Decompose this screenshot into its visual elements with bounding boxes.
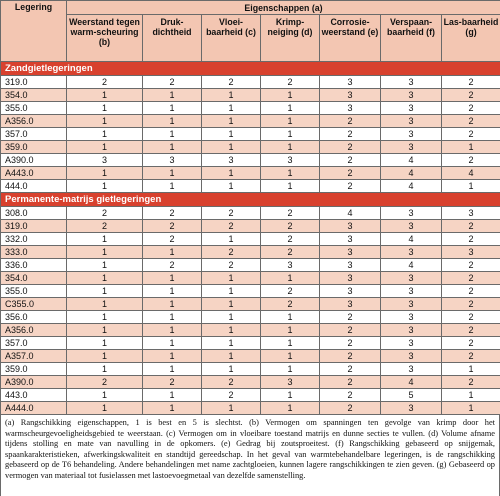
rating-cell: 4: [381, 233, 442, 246]
rating-cell: 2: [202, 259, 261, 272]
alloy-cell: 354.0: [1, 272, 67, 285]
rating-cell: 2: [442, 89, 500, 102]
rating-cell: 1: [202, 115, 261, 128]
rating-cell: 1: [143, 285, 202, 298]
rating-cell: 3: [320, 272, 381, 285]
rating-cell: 2: [320, 389, 381, 402]
rating-cell: 1: [261, 363, 320, 376]
table-row: [1, 389, 500, 402]
table-row: [1, 128, 500, 141]
rating-cell: 1: [67, 246, 143, 259]
rating-cell: 2: [320, 363, 381, 376]
rating-cell: 1: [143, 324, 202, 337]
rating-cell: 1: [442, 402, 500, 415]
rating-cell: 2: [202, 76, 261, 89]
rating-cell: 2: [67, 220, 143, 233]
rating-cell: 2: [261, 285, 320, 298]
rating-cell: 2: [143, 259, 202, 272]
table-row: [1, 154, 500, 167]
rating-cell: 1: [261, 324, 320, 337]
rating-cell: 1: [67, 363, 143, 376]
rating-cell: 2: [202, 246, 261, 259]
rating-cell: 1: [67, 259, 143, 272]
alloy-cell: A390.0: [1, 154, 67, 167]
rating-cell: 3: [381, 272, 442, 285]
rating-cell: 3: [320, 220, 381, 233]
table-row: [1, 272, 500, 285]
rating-cell: 2: [202, 220, 261, 233]
table-row: [1, 298, 500, 311]
rating-cell: 3: [381, 128, 442, 141]
rating-cell: 1: [67, 89, 143, 102]
rating-cell: 1: [67, 402, 143, 415]
rating-cell: 1: [143, 246, 202, 259]
alloy-cell: 359.0: [1, 363, 67, 376]
alloy-cell: 356.0: [1, 311, 67, 324]
column-header-legering: Legering: [1, 1, 67, 62]
rating-cell: 1: [202, 402, 261, 415]
rating-cell: 2: [202, 207, 261, 220]
alloy-cell: 359.0: [1, 141, 67, 154]
rating-cell: 3: [320, 102, 381, 115]
rating-cell: 1: [143, 128, 202, 141]
alloy-cell: 333.0: [1, 246, 67, 259]
rating-cell: 1: [261, 337, 320, 350]
rating-cell: 3: [381, 102, 442, 115]
column-header-krimpneiging: Krimp-neiging (d): [261, 15, 320, 62]
rating-cell: 1: [67, 324, 143, 337]
alloy-cell: A356.0: [1, 324, 67, 337]
rating-cell: 1: [67, 128, 143, 141]
rating-cell: 2: [442, 337, 500, 350]
rating-cell: 2: [320, 311, 381, 324]
rating-cell: 3: [320, 285, 381, 298]
rating-cell: 3: [320, 89, 381, 102]
rating-cell: 3: [143, 154, 202, 167]
rating-cell: 2: [442, 128, 500, 141]
rating-cell: 1: [261, 272, 320, 285]
rating-cell: 3: [381, 298, 442, 311]
rating-cell: 1: [261, 115, 320, 128]
rating-cell: 1: [202, 337, 261, 350]
rating-cell: 1: [143, 89, 202, 102]
rating-cell: 1: [143, 337, 202, 350]
table-row: [1, 324, 500, 337]
section-header-row: [1, 62, 500, 76]
table-body: [1, 62, 500, 415]
table-row: [1, 89, 500, 102]
table-row: [1, 311, 500, 324]
rating-cell: 1: [67, 272, 143, 285]
rating-cell: 1: [143, 141, 202, 154]
rating-cell: 3: [67, 154, 143, 167]
rating-cell: 3: [442, 246, 500, 259]
table-row: [1, 233, 500, 246]
table-row: [1, 337, 500, 350]
alloy-cell: 444.0: [1, 180, 67, 193]
rating-cell: 1: [67, 167, 143, 180]
rating-cell: 1: [202, 311, 261, 324]
rating-cell: 1: [67, 115, 143, 128]
rating-cell: 4: [381, 154, 442, 167]
rating-cell: 1: [442, 141, 500, 154]
rating-cell: 1: [67, 337, 143, 350]
rating-cell: 2: [320, 180, 381, 193]
rating-cell: 2: [320, 376, 381, 389]
rating-cell: 2: [261, 298, 320, 311]
rating-cell: 1: [143, 389, 202, 402]
rating-cell: 2: [442, 311, 500, 324]
alloy-cell: 354.0: [1, 89, 67, 102]
table-row: [1, 220, 500, 233]
rating-cell: 3: [320, 76, 381, 89]
rating-cell: 3: [381, 141, 442, 154]
rating-cell: 2: [143, 76, 202, 89]
table-row: [1, 180, 500, 193]
alloy-cell: 355.0: [1, 285, 67, 298]
rating-cell: 3: [381, 285, 442, 298]
rating-cell: 1: [202, 89, 261, 102]
rating-cell: 1: [202, 272, 261, 285]
rating-cell: 3: [381, 89, 442, 102]
rating-cell: 1: [143, 350, 202, 363]
rating-cell: 2: [143, 233, 202, 246]
rating-cell: 2: [442, 285, 500, 298]
rating-cell: 1: [202, 128, 261, 141]
rating-cell: 3: [320, 233, 381, 246]
rating-cell: 2: [143, 207, 202, 220]
rating-cell: 2: [320, 128, 381, 141]
alloy-cell: 319.0: [1, 220, 67, 233]
rating-cell: 1: [202, 285, 261, 298]
table-row: [1, 350, 500, 363]
rating-cell: 1: [143, 102, 202, 115]
rating-cell: 1: [442, 363, 500, 376]
rating-cell: 3: [261, 376, 320, 389]
rating-cell: 1: [202, 324, 261, 337]
rating-cell: 1: [261, 102, 320, 115]
rating-cell: 1: [261, 167, 320, 180]
table-row: [1, 102, 500, 115]
section-title: Zandgietlegeringen: [1, 62, 500, 76]
rating-cell: 2: [320, 350, 381, 363]
rating-cell: 1: [202, 233, 261, 246]
table-row: [1, 402, 500, 415]
alloy-cell: A444.0: [1, 402, 67, 415]
alloy-cell: 336.0: [1, 259, 67, 272]
rating-cell: 2: [442, 272, 500, 285]
rating-cell: 3: [442, 207, 500, 220]
rating-cell: 1: [67, 180, 143, 193]
rating-cell: 3: [320, 298, 381, 311]
rating-cell: 3: [381, 350, 442, 363]
alloy-cell: A390.0: [1, 376, 67, 389]
rating-cell: 3: [381, 220, 442, 233]
rating-cell: 1: [67, 298, 143, 311]
rating-cell: 3: [381, 363, 442, 376]
table-row: [1, 76, 500, 89]
rating-cell: 1: [202, 141, 261, 154]
alloy-cell: 332.0: [1, 233, 67, 246]
table-row: [1, 363, 500, 376]
rating-cell: 3: [261, 259, 320, 272]
rating-cell: 4: [381, 376, 442, 389]
rating-cell: 1: [143, 363, 202, 376]
rating-cell: 1: [67, 389, 143, 402]
rating-cell: 3: [381, 207, 442, 220]
rating-cell: 1: [442, 389, 500, 402]
rating-cell: 2: [261, 220, 320, 233]
rating-cell: 5: [381, 389, 442, 402]
rating-cell: 2: [320, 115, 381, 128]
rating-cell: 3: [320, 246, 381, 259]
rating-cell: 1: [143, 167, 202, 180]
rating-cell: 1: [442, 180, 500, 193]
column-group-header-eigenschappen: Eigenschappen (a): [67, 1, 500, 15]
alloy-cell: 443.0: [1, 389, 67, 402]
rating-cell: 1: [202, 298, 261, 311]
rating-cell: 3: [381, 324, 442, 337]
alloy-cell: 308.0: [1, 207, 67, 220]
rating-cell: 2: [442, 350, 500, 363]
section-title: Permanente-matrijs gietlegeringen: [1, 193, 500, 207]
rating-cell: 2: [261, 207, 320, 220]
rating-cell: 2: [143, 220, 202, 233]
table-row: [1, 285, 500, 298]
alloy-cell: A357.0: [1, 350, 67, 363]
rating-cell: 2: [442, 324, 500, 337]
rating-cell: 3: [381, 246, 442, 259]
table-row: [1, 141, 500, 154]
rating-cell: 2: [442, 298, 500, 311]
rating-cell: 1: [143, 115, 202, 128]
rating-cell: 1: [67, 141, 143, 154]
rating-cell: 2: [67, 376, 143, 389]
rating-cell: 2: [442, 115, 500, 128]
rating-cell: 1: [261, 180, 320, 193]
table-footnotes: (a) Rangschikking eigenschappen, 1 is best en 5 is slechtst. (b) Vermogen om spanningen ten gevolge van krimp door het warmscheurgevoeligheidsgebied te weerstaan. (c) Vermogen om in vloeibare toestand matrijs en dunne secties te vullen. (d) Volume afname tijdens stolling en mate van navulling in de opkomers. (e) Gedrag bij zoutsproeitest. (f) Rangschikking gebaseerd op snijgemak, spaankarakteristieken, afwerkingskwaliteit en standtijd gereedschap. In het geval van warmtebehandelbare legeringen, is de rangschikking gebaseerd op de T6 behandeling. Andere behandelingen met name zachtgloeien, kunnen lagere rangschikkingen te zien geven. (g) Gebaseerd op vermogen van materiaal tot fusielassen met lastoevoegmetaal van dezelfde samenstelling.: [0, 415, 500, 496]
rating-cell: 2: [320, 141, 381, 154]
rating-cell: 2: [442, 102, 500, 115]
rating-cell: 2: [320, 337, 381, 350]
rating-cell: 2: [202, 389, 261, 402]
alloy-cell: 357.0: [1, 337, 67, 350]
rating-cell: 2: [442, 259, 500, 272]
rating-cell: 3: [381, 402, 442, 415]
section-header-row: [1, 193, 500, 207]
rating-cell: 1: [143, 180, 202, 193]
rating-cell: 2: [442, 220, 500, 233]
column-header-corrosieweerstand: Corrosie-weerstand (e): [320, 15, 381, 62]
rating-cell: 1: [261, 350, 320, 363]
alloy-cell: 357.0: [1, 128, 67, 141]
table-row: [1, 259, 500, 272]
rating-cell: 1: [143, 298, 202, 311]
alloy-cell: A443.0: [1, 167, 67, 180]
rating-cell: 3: [381, 76, 442, 89]
rating-cell: 1: [67, 311, 143, 324]
rating-cell: 2: [442, 376, 500, 389]
rating-cell: 2: [320, 154, 381, 167]
table-row: [1, 246, 500, 259]
rating-cell: 4: [442, 167, 500, 180]
rating-cell: 4: [381, 167, 442, 180]
rating-cell: 1: [202, 350, 261, 363]
rating-cell: 1: [202, 363, 261, 376]
column-header-lasbaarheid: Las-baarheid (g): [442, 15, 500, 62]
rating-cell: 2: [261, 76, 320, 89]
rating-cell: 1: [261, 89, 320, 102]
rating-cell: 1: [67, 350, 143, 363]
rating-cell: 1: [261, 311, 320, 324]
rating-cell: 2: [320, 167, 381, 180]
rating-cell: 3: [202, 154, 261, 167]
rating-cell: 1: [261, 128, 320, 141]
rating-cell: 4: [381, 259, 442, 272]
rating-cell: 2: [320, 324, 381, 337]
rating-cell: 4: [320, 207, 381, 220]
rating-cell: 3: [261, 154, 320, 167]
table-row: [1, 207, 500, 220]
alloy-cell: 319.0: [1, 76, 67, 89]
rating-cell: 2: [143, 376, 202, 389]
rating-cell: 3: [381, 337, 442, 350]
rating-cell: 2: [261, 233, 320, 246]
column-header-vloeibaarheid: Vloei-baarheid (c): [202, 15, 261, 62]
rating-cell: 2: [202, 376, 261, 389]
rating-cell: 1: [143, 311, 202, 324]
alloy-cell: A356.0: [1, 115, 67, 128]
rating-cell: 1: [67, 233, 143, 246]
rating-cell: 3: [320, 259, 381, 272]
rating-cell: 1: [261, 141, 320, 154]
rating-cell: 2: [442, 233, 500, 246]
rating-cell: 1: [202, 102, 261, 115]
rating-cell: 3: [381, 311, 442, 324]
alloy-cell: 355.0: [1, 102, 67, 115]
rating-cell: 2: [67, 207, 143, 220]
rating-cell: 2: [442, 76, 500, 89]
rating-cell: 1: [261, 389, 320, 402]
rating-cell: 2: [261, 246, 320, 259]
rating-cell: 1: [67, 285, 143, 298]
table-row: [1, 376, 500, 389]
rating-cell: 3: [381, 115, 442, 128]
rating-cell: 2: [320, 402, 381, 415]
rating-cell: 1: [202, 167, 261, 180]
rating-cell: 1: [143, 272, 202, 285]
column-header-weerstand-warmscheuring: Weerstand tegen warm-scheuring (b): [67, 15, 143, 62]
rating-cell: 1: [143, 402, 202, 415]
rating-cell: 2: [442, 154, 500, 167]
column-header-verspaanbaarheid: Verspaan-baarheid (f): [381, 15, 442, 62]
rating-cell: 1: [202, 180, 261, 193]
rating-cell: 2: [67, 76, 143, 89]
alloy-cell: C355.0: [1, 298, 67, 311]
column-header-drukdichtheid: Druk-dichtheid: [143, 15, 202, 62]
rating-cell: 1: [67, 102, 143, 115]
table-row: [1, 167, 500, 180]
rating-cell: 4: [381, 180, 442, 193]
rating-cell: 1: [261, 402, 320, 415]
table-row: [1, 115, 500, 128]
